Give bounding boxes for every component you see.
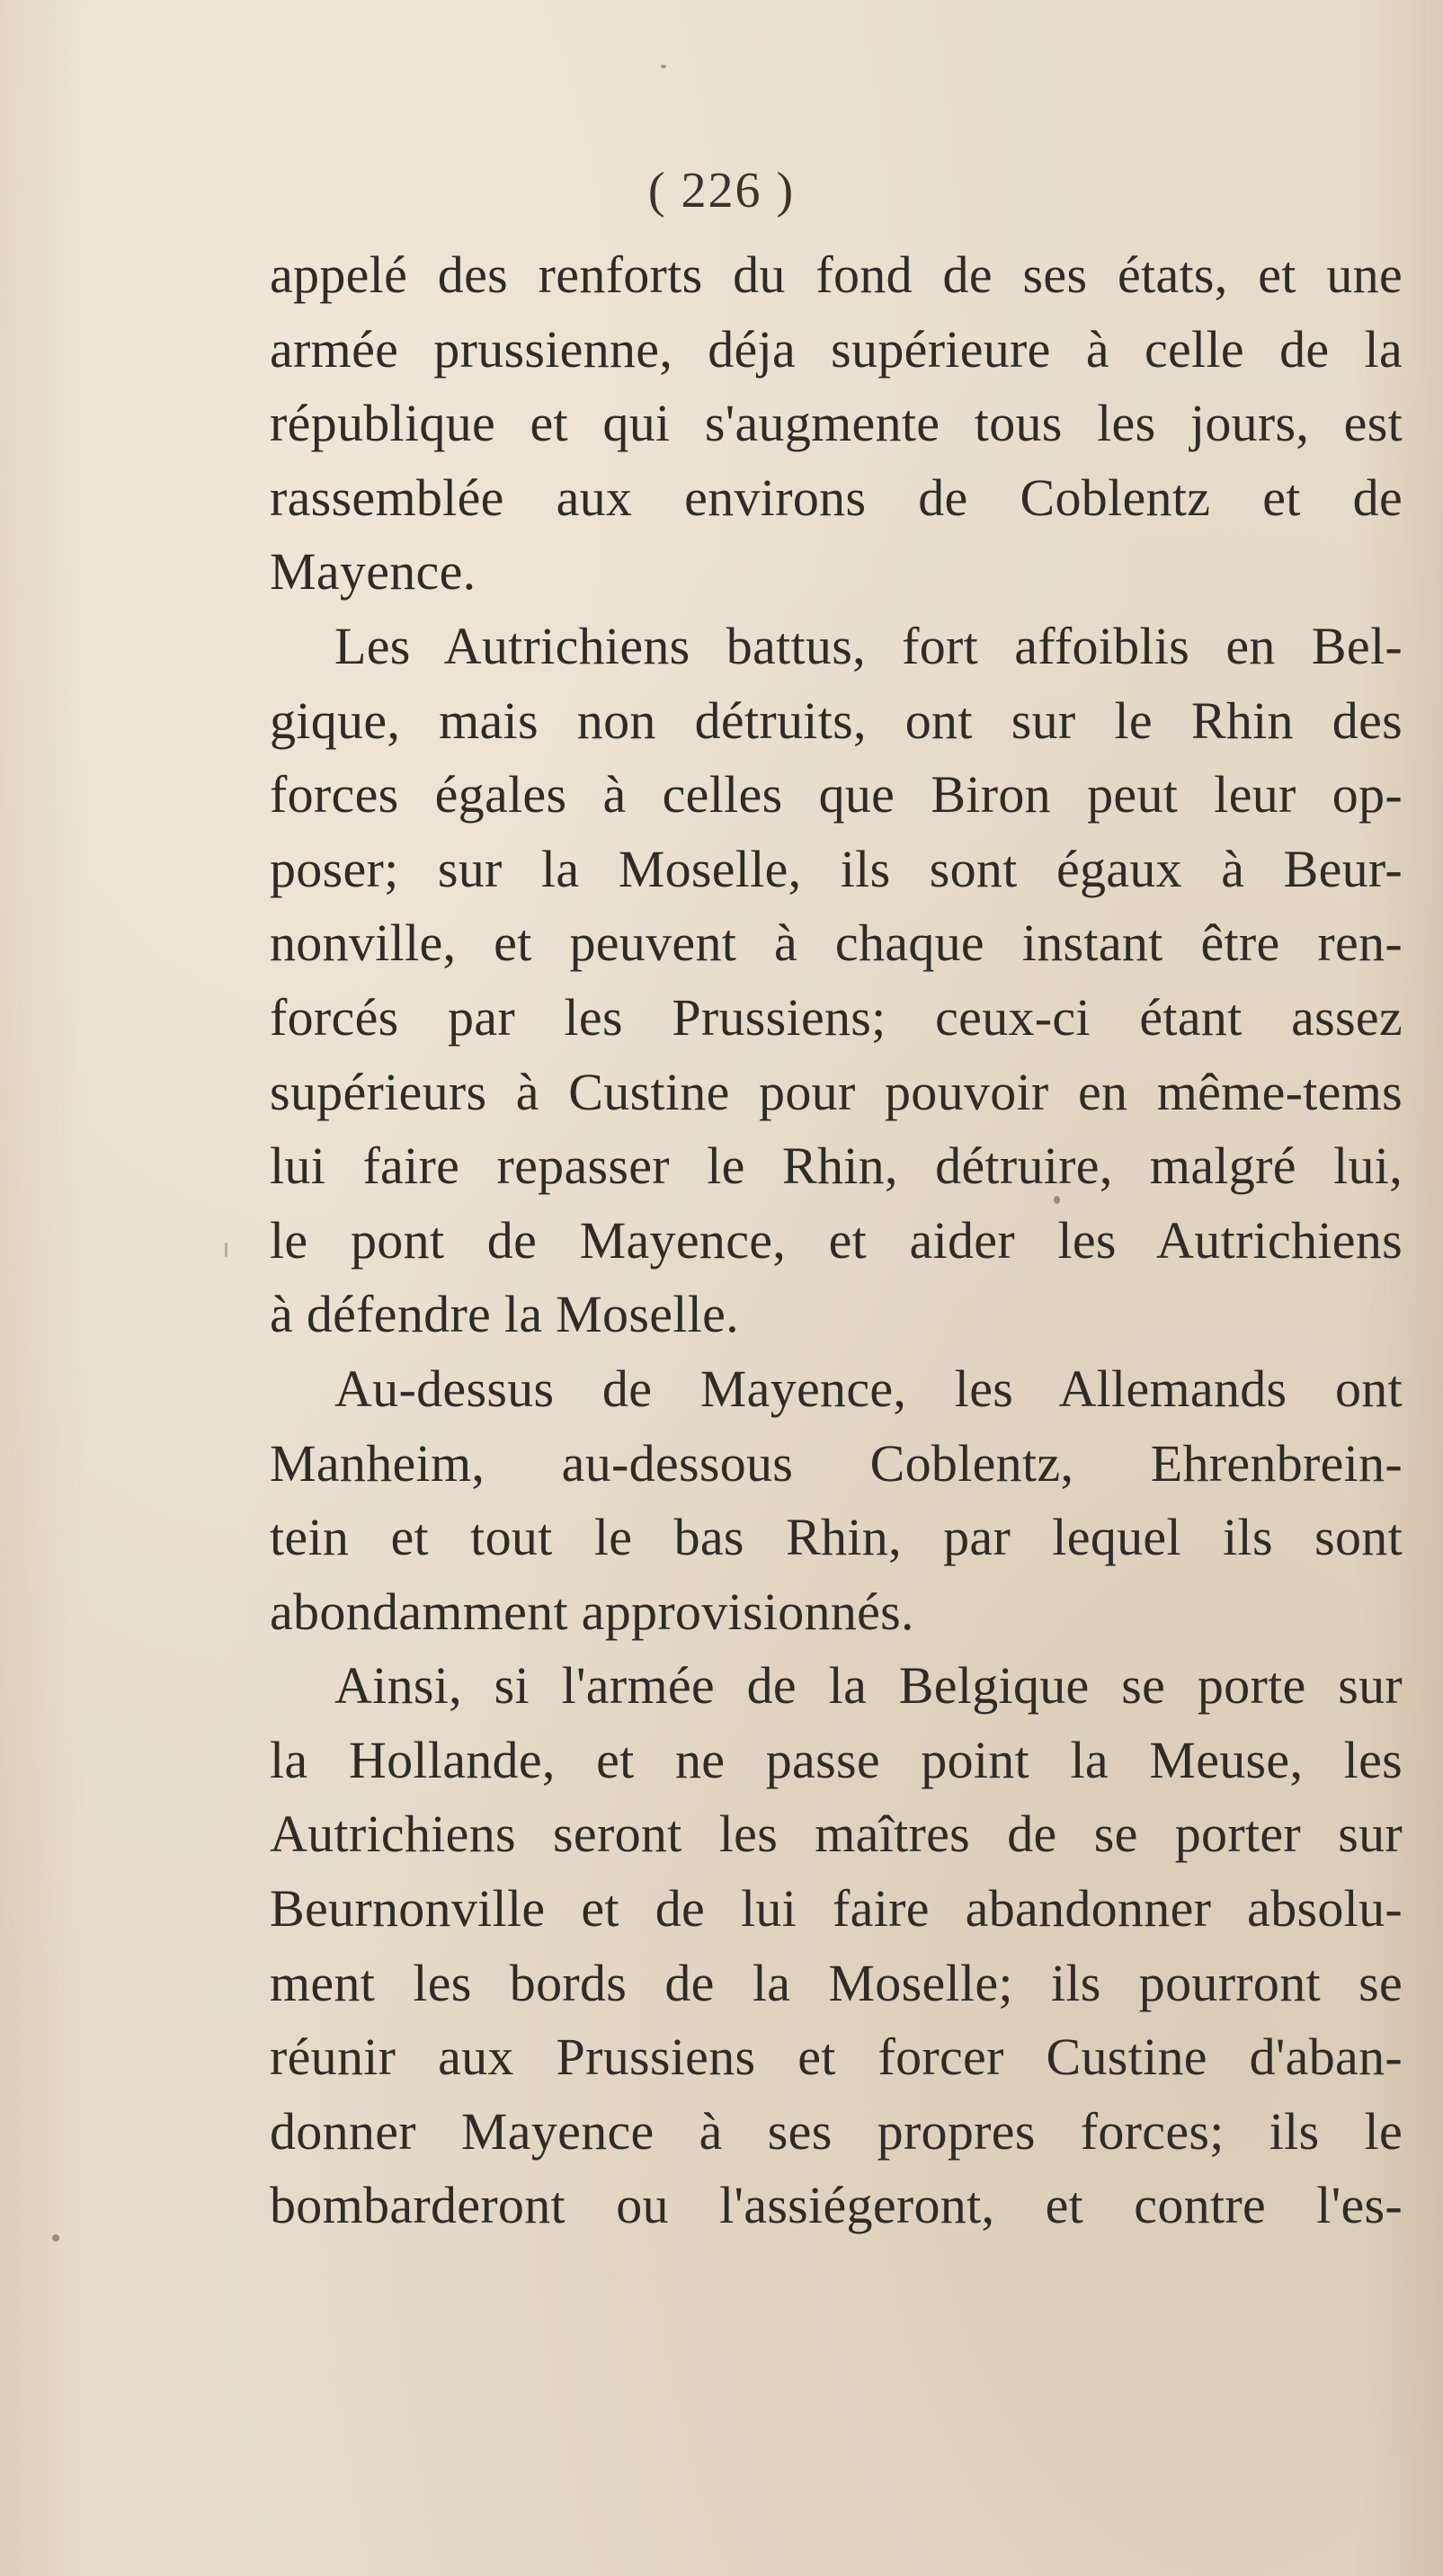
text-line: supérieurs à Custine pour pouvoir en même-tems [270,1062,1403,1121]
text-line: république et qui s'augmente tous les jours, est [270,394,1403,453]
paragraph-start-line: Ainsi, si l'armée de la Belgique se porte sur [334,1656,1403,1716]
text-line: lui faire repasser le Rhin, détruire, malgré lui, [270,1136,1403,1196]
paper-speck [52,2234,59,2242]
text-line: bombarderont ou l'assiégeront, et contre l'es- [270,2176,1403,2235]
paragraph-start-line: Au-dessus de Mayence, les Allemands ont [334,1359,1403,1418]
paper-speck [661,65,666,68]
text-line: forcés par les Prussiens; ceux-ci étant assez [270,987,1403,1047]
text-line: à défendre la Moselle. [270,1285,739,1344]
text-line: tein et tout le bas Rhin, par lequel ils sont [270,1508,1403,1567]
text-line: rassemblée aux environs de Coblentz et de [270,468,1403,527]
text-line: le pont de Mayence, et aider les Autrichiens [270,1210,1403,1270]
paragraph-start-line: Les Autrichiens battus, fort affoiblis en Bel- [334,616,1403,675]
paper-speck [1054,1196,1060,1204]
page-number: ( 226 ) [647,163,796,218]
text-line: Beurnonville et de lui faire abandonner absolu- [270,1879,1403,1939]
text-line: abondamment approvisionnés. [270,1582,914,1641]
paper-speck [225,1243,227,1257]
text-line: appelé des renforts du fond de ses états, et une [270,245,1403,304]
text-line: Autrichiens seront les maîtres de se porter sur [270,1805,1403,1864]
text-line: donner Mayence à ses propres forces; ils le [270,2101,1403,2161]
text-line: forces égales à celles que Biron peut leur op- [270,765,1403,824]
text-line: armée prussienne, déja supérieure à celle de la [270,319,1403,379]
text-line: nonville, et peuvent à chaque instant être ren- [270,914,1403,973]
text-line: la Hollande, et ne passe point la Meuse, les [270,1730,1403,1789]
body-text [270,238,1403,2243]
text-line: poser; sur la Moselle, ils sont égaux à Beur- [270,839,1403,898]
text-line: réunir aux Prussiens et forcer Custine d'aban- [270,2028,1403,2087]
text-line: Mayence. [270,542,477,602]
text-line: gique, mais non détruits, ont sur le Rhin des [270,691,1403,750]
text-line: Manheim, au-dessous Coblentz, Ehrenbrein- [270,1433,1403,1493]
text-line: ment les bords de la Moselle; ils pourront se [270,1953,1403,2012]
